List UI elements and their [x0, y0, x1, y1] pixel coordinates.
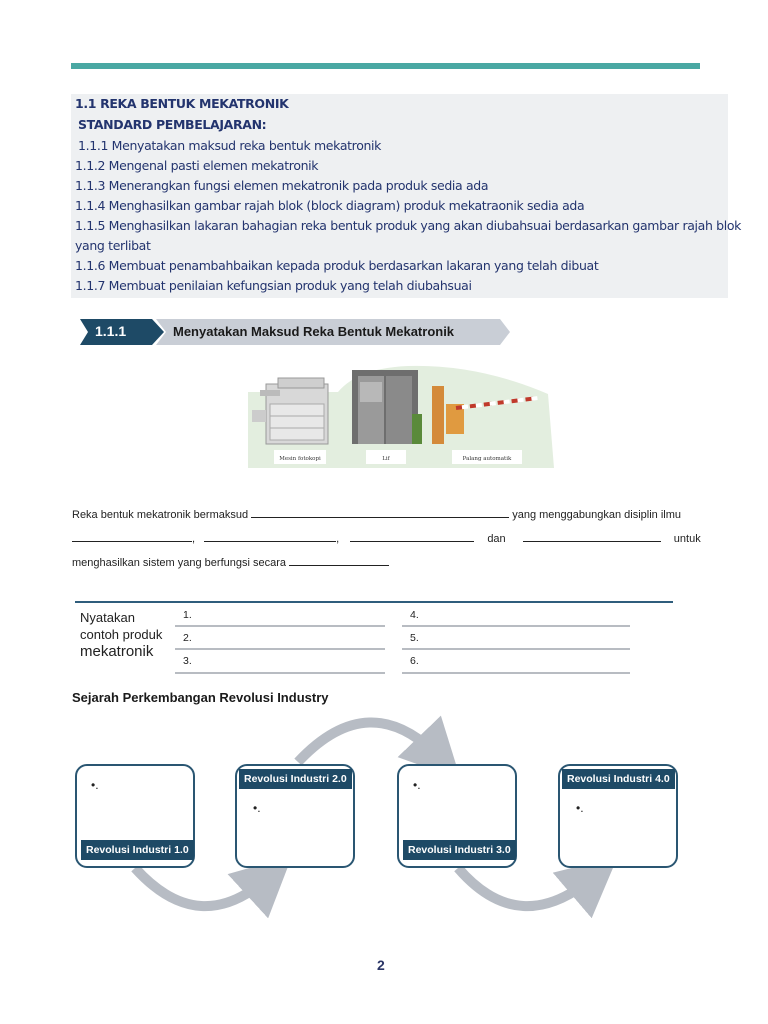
example-number: 3.: [183, 655, 192, 667]
objective-item: 1.1.3 Menerangkan fungsi elemen mekatronik pada produk sedia ada: [75, 178, 489, 193]
example-number: 5.: [410, 632, 419, 644]
elevator-image: [352, 370, 422, 444]
revolution-2-label: Revolusi Industri 2.0: [239, 769, 352, 789]
definition-start-text: Reka bentuk mekatronik bermaksud: [72, 509, 249, 521]
discipline-blank-4[interactable]: [523, 531, 661, 542]
example-answer-line[interactable]: [175, 625, 385, 627]
arrow-2-to-3: [298, 722, 440, 762]
section-number: 1.1.1: [95, 323, 127, 339]
objective-item: 1.1.2 Mengenal pasti elemen mekatronik: [75, 158, 319, 173]
example-number: 2.: [183, 632, 192, 644]
barrier-caption: Palang automatik: [462, 456, 512, 462]
bullet: •.: [253, 801, 261, 815]
arrow-1-to-2: [135, 868, 270, 906]
definition-blank[interactable]: [251, 507, 509, 518]
examples-section: [75, 601, 675, 681]
example-number: 4.: [410, 609, 419, 621]
top-rule: [71, 63, 700, 69]
page-number: 2: [377, 957, 385, 973]
discipline-blank-3[interactable]: [350, 531, 474, 542]
revolution-3-box[interactable]: [397, 764, 517, 868]
objective-item: 1.1.7 Membuat penilaian kefungsian produk yang telah diubahsuai: [75, 278, 472, 293]
revolution-3-label: Revolusi Industri 3.0: [403, 840, 516, 860]
example-answer-line[interactable]: [175, 672, 385, 674]
section-banner: [80, 319, 510, 345]
revolution-1-box[interactable]: [75, 764, 195, 868]
definition-line3-text: menghasilkan sistem yang berfungsi secara: [72, 557, 287, 569]
examples-top-rule: [75, 601, 673, 603]
dan-text: dan: [487, 533, 506, 545]
history-title: Sejarah Perkembangan Revolusi Industry: [72, 690, 329, 705]
example-number: 1.: [183, 609, 192, 621]
revolution-4-box[interactable]: [558, 764, 678, 868]
revolution-4-label: Revolusi Industri 4.0: [562, 769, 675, 789]
objective-item: 1.1.6 Membuat penambahbaikan kepada produk berdasarkan lakaran yang telah dibuat: [75, 258, 599, 273]
example-number: 6.: [410, 655, 419, 667]
objective-item: 1.1.5 Menghasilkan lakaran bahagian reka bentuk produk yang akan diubahsuai berdasarkan gambar rajah blok: [75, 218, 742, 233]
examples-label: [80, 609, 162, 660]
elevator-caption: Lif: [382, 456, 390, 462]
examples-label-line: Nyatakan: [80, 610, 135, 625]
function-blank[interactable]: [289, 555, 389, 566]
example-answer-line[interactable]: [175, 648, 385, 650]
comma: ,: [192, 533, 196, 545]
bullet: •.: [576, 801, 584, 815]
example-answer-line[interactable]: [402, 672, 630, 674]
revolution-2-box[interactable]: [235, 764, 355, 868]
examples-label-line: mekatronik: [80, 643, 154, 660]
example-answer-line[interactable]: [402, 648, 630, 650]
definition-end-text: yang menggabungkan disiplin ilmu: [512, 509, 681, 521]
bullet: •.: [91, 778, 99, 792]
objective-item: 1.1.4 Menghasilkan gambar rajah blok (block diagram) produk mekatraonik sedia ada: [75, 198, 585, 213]
objective-item: 1.1.1 Menyatakan maksud reka bentuk mekatronik: [78, 138, 382, 153]
definition-line-2: [72, 531, 701, 545]
discipline-blank-1[interactable]: [72, 531, 192, 542]
definition-line-1: [72, 507, 681, 521]
section-title: Menyatakan Maksud Reka Bentuk Mekatronik: [173, 324, 455, 339]
examples-label-line: contoh produk: [80, 627, 163, 642]
untuk-text: untuk: [673, 533, 701, 545]
chapter-heading: 1.1 REKA BENTUK MEKATRONIK: [75, 96, 289, 111]
standard-label: STANDARD PEMBELAJARAN:: [78, 117, 267, 132]
photocopier-caption: Mesin fotokopi: [279, 456, 321, 462]
bullet: •.: [413, 778, 421, 792]
comma: ,: [336, 533, 340, 545]
revolution-1-label: Revolusi Industri 1.0: [81, 840, 194, 860]
arrow-3-to-4: [458, 868, 595, 906]
example-answer-line[interactable]: [402, 625, 630, 627]
mechatronic-products-illustration: [248, 364, 554, 473]
objective-item-continued: yang terlibat: [75, 238, 151, 253]
definition-line-3: [72, 555, 389, 569]
learning-standards-box: [71, 94, 742, 298]
discipline-blank-2[interactable]: [204, 531, 336, 542]
